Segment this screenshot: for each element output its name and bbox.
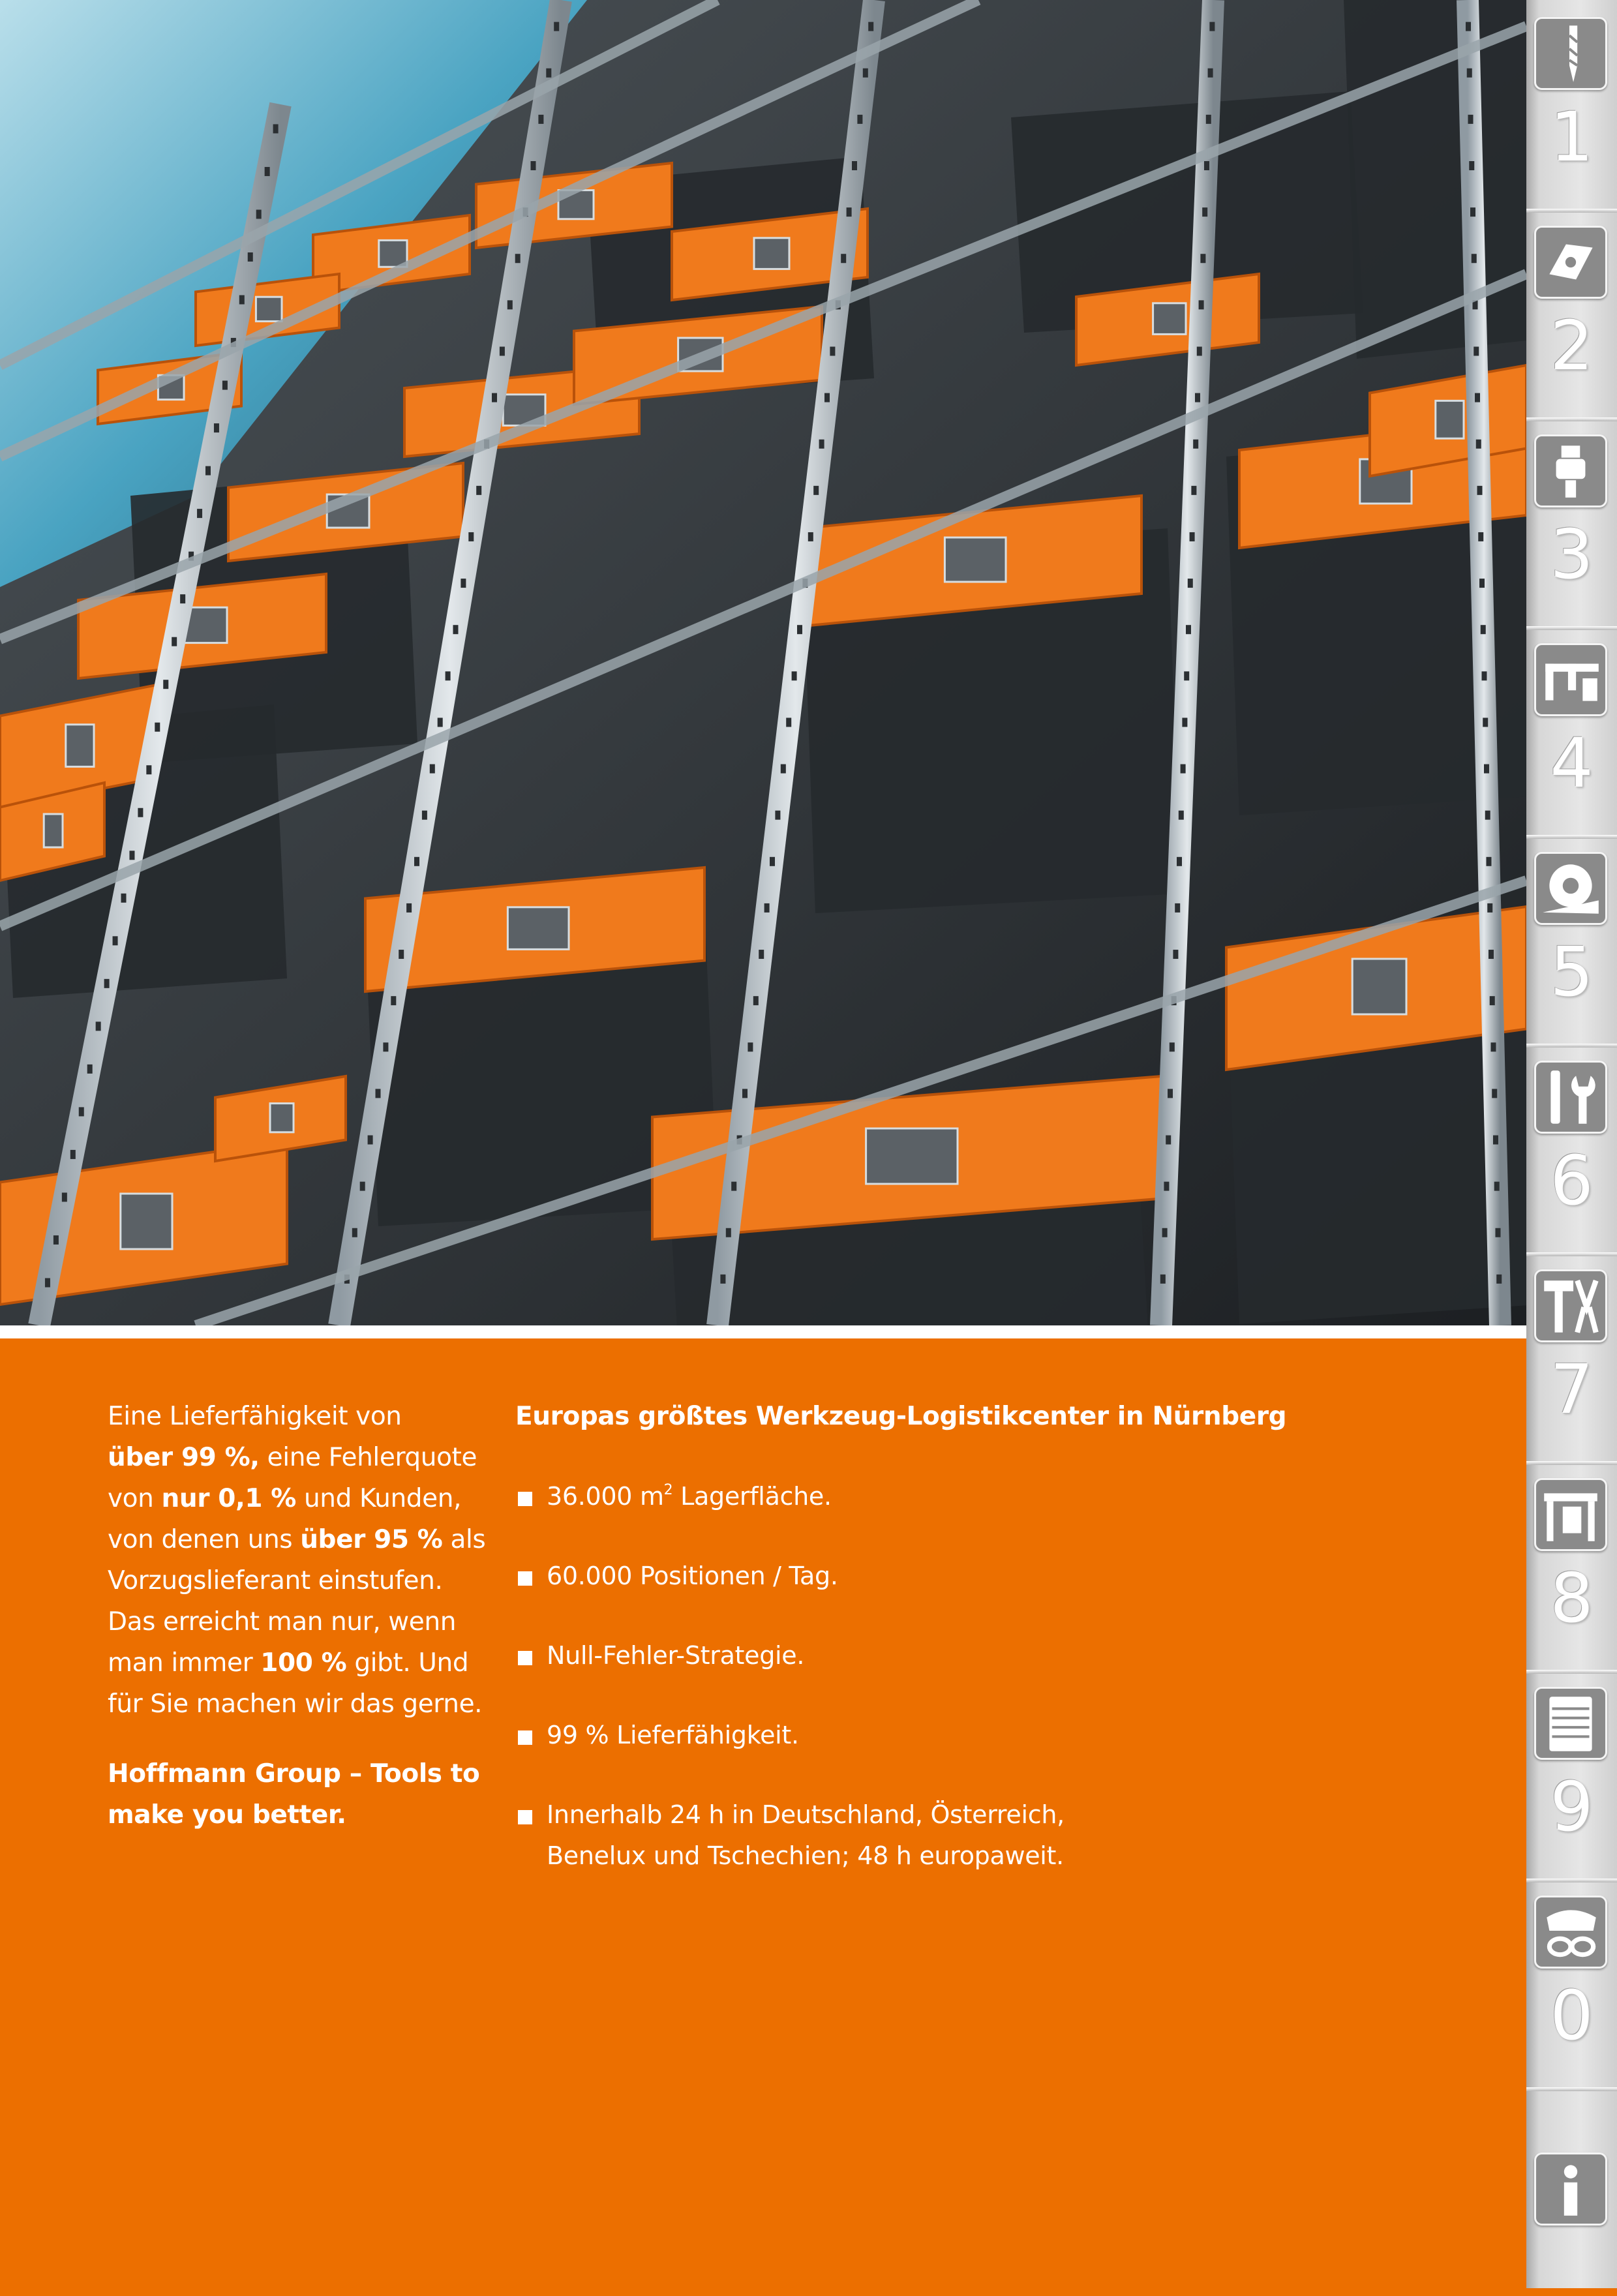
- tab-separator: [1526, 1252, 1617, 1256]
- upright-hole: [172, 637, 177, 646]
- tab-separator: [1526, 1879, 1617, 1882]
- safety-gear-icon: [1534, 1896, 1607, 1969]
- upright-hole: [841, 254, 846, 263]
- list-item-text: Innerhalb 24 h in Deutschland, Österreich,: [547, 1800, 1065, 1829]
- upright-hole: [368, 1136, 373, 1145]
- tagline-line: Hoffmann Group – Tools to: [108, 1759, 480, 1789]
- upright-hole: [1175, 903, 1180, 913]
- upright-hole: [1166, 1136, 1171, 1145]
- upright-hole: [554, 22, 559, 31]
- upright-hole: [406, 903, 412, 913]
- upright-hole: [453, 625, 459, 634]
- body-text: von: [108, 1484, 162, 1513]
- tab-number: 8: [1550, 1558, 1594, 1638]
- upright-hole: [1475, 393, 1480, 402]
- upright-hole: [214, 423, 219, 432]
- upright-hole: [446, 671, 451, 680]
- upright-hole: [492, 393, 497, 402]
- upright-hole: [731, 1182, 736, 1191]
- register-tab-1[interactable]: [1526, 0, 1617, 209]
- list-item-text: Lagerfläche.: [672, 1482, 832, 1511]
- body-text: gibt. Und: [346, 1648, 469, 1678]
- upright-hole: [461, 579, 466, 588]
- intro-line: [108, 1601, 486, 1642]
- upright-hole: [1182, 718, 1187, 727]
- upright-hole: [781, 764, 786, 774]
- upright-hole: [1204, 161, 1209, 170]
- upright-hole: [1489, 950, 1494, 959]
- upright-hole: [1484, 764, 1489, 774]
- tab-number: 3: [1550, 515, 1594, 594]
- register-tab-7[interactable]: [1526, 1252, 1617, 1461]
- upright-hole: [430, 764, 435, 774]
- workbench-icon: [1534, 1478, 1607, 1551]
- upright-hole: [96, 1021, 101, 1031]
- upright-hole: [830, 346, 835, 355]
- upright-hole: [1487, 903, 1492, 913]
- tab-number: 7: [1550, 1350, 1594, 1429]
- list-item-text: Benelux und Tschechien; 48 h europaweit.: [547, 1841, 1064, 1870]
- crate-label: [754, 238, 789, 269]
- crate-label: [66, 725, 94, 767]
- intro-line: [108, 1519, 486, 1560]
- upright-hole: [121, 894, 127, 903]
- drill-bit-icon: [1534, 17, 1607, 90]
- tab-separator: [1526, 835, 1617, 839]
- upright-hole: [792, 671, 797, 680]
- photo-divider: [0, 1325, 1526, 1338]
- upright-hole: [1179, 811, 1184, 820]
- list-item: [515, 1794, 1428, 1877]
- upright-hole: [1485, 811, 1490, 820]
- tab-number: 4: [1550, 723, 1594, 803]
- upright-hole: [1190, 532, 1195, 541]
- hammer-pliers-icon: [1534, 1269, 1607, 1342]
- upright-hole: [764, 903, 770, 913]
- crate-label: [256, 297, 282, 321]
- upright-hole: [352, 1228, 357, 1237]
- list-item: [515, 1715, 1428, 1756]
- screwdriver-wrench-icon: [1534, 1061, 1607, 1134]
- upright-hole: [748, 1042, 753, 1051]
- tab-separator: [1526, 626, 1617, 630]
- upright-hole: [70, 1150, 76, 1159]
- upright-hole: [197, 509, 202, 518]
- upright-hole: [1162, 1228, 1168, 1237]
- upright-hole: [1164, 1182, 1169, 1191]
- upright-hole: [819, 440, 824, 449]
- upright-hole: [775, 811, 780, 820]
- facts-list: [515, 1476, 1428, 1877]
- tab-number: 6: [1550, 1141, 1594, 1220]
- upright-hole: [720, 1275, 725, 1284]
- crate-label: [44, 814, 63, 847]
- upright-hole: [248, 252, 253, 262]
- tagline-line: make you better.: [108, 1800, 346, 1830]
- upright-hole: [205, 466, 211, 476]
- register-tab-4[interactable]: [1526, 626, 1617, 835]
- caliper-icon: [1534, 643, 1607, 716]
- upright-hole: [538, 115, 543, 124]
- body-text: man immer: [108, 1648, 261, 1678]
- upright-hole: [1206, 115, 1211, 124]
- body-text: Vorzugslieferant einstufen.: [108, 1566, 443, 1595]
- tool-holder-icon: [1534, 434, 1607, 507]
- crate-label: [1153, 303, 1186, 335]
- upright-hole: [1483, 718, 1488, 727]
- body-text: eine Fehlerquote: [259, 1443, 477, 1472]
- upright-hole: [1482, 671, 1487, 680]
- list-item: [515, 1635, 1428, 1676]
- body-text: Das erreicht man nur, wenn: [108, 1607, 457, 1637]
- cutting-insert-icon: [1534, 226, 1607, 299]
- upright-hole: [857, 115, 862, 124]
- register-tab-3[interactable]: [1526, 417, 1617, 626]
- list-item: [515, 1476, 1428, 1517]
- upright-hole: [852, 161, 857, 170]
- upright-hole: [87, 1065, 93, 1074]
- tab-number: 1: [1550, 97, 1594, 177]
- body-text: als: [442, 1525, 486, 1554]
- upright-hole: [1184, 671, 1189, 680]
- tab-number: 5: [1550, 932, 1594, 1012]
- crate-label: [121, 1194, 172, 1249]
- upright-hole: [1472, 254, 1477, 263]
- upright-hole: [468, 532, 474, 541]
- upright-hole: [113, 936, 118, 945]
- upright-hole: [770, 857, 775, 866]
- upright-hole: [847, 207, 852, 217]
- tab-separator: [1526, 209, 1617, 213]
- upright-hole: [863, 68, 868, 78]
- upright-hole: [753, 996, 759, 1005]
- intro-line: [108, 1684, 486, 1725]
- body-text: für Sie machen wir das gerne.: [108, 1689, 483, 1719]
- crate-label: [1436, 400, 1464, 438]
- upright-hole: [1202, 207, 1207, 217]
- upright-hole: [222, 381, 228, 390]
- list-item-text: 36.000 m: [547, 1482, 664, 1511]
- highlight-text: über 99 %,: [108, 1443, 260, 1472]
- superscript: 2: [663, 1482, 673, 1498]
- list-item-text: 99 % Lieferfähigkeit.: [547, 1721, 799, 1749]
- register-tabs: [1526, 0, 1617, 2288]
- intro-line: [108, 1478, 486, 1519]
- upright-hole: [1200, 254, 1205, 263]
- upright-hole: [1177, 857, 1182, 866]
- intro-line: [108, 1396, 486, 1437]
- upright-hole: [256, 209, 262, 219]
- upright-hole: [1494, 1182, 1500, 1191]
- tab-separator: [1526, 1670, 1617, 1674]
- square-bullet-icon: [518, 1651, 532, 1665]
- upright-hole: [438, 718, 443, 727]
- list-item: [515, 1556, 1428, 1597]
- highlight-text: über 95 %: [300, 1525, 443, 1554]
- upright-hole: [824, 393, 830, 402]
- storage-bin: [1344, 0, 1526, 359]
- upright-hole: [1197, 346, 1202, 355]
- upright-hole: [129, 851, 134, 860]
- upright-hole: [79, 1107, 84, 1116]
- upright-hole: [360, 1182, 365, 1191]
- register-tab-0[interactable]: [1526, 1879, 1617, 2087]
- upright-hole: [1193, 440, 1198, 449]
- upright-hole: [1188, 579, 1193, 588]
- upright-hole: [1496, 1228, 1501, 1237]
- upright-hole: [531, 161, 536, 170]
- info-icon: [1534, 2152, 1607, 2226]
- crate-label: [507, 907, 569, 950]
- body-text: und Kunden,: [295, 1484, 462, 1513]
- upright-hole: [1469, 161, 1474, 170]
- upright-hole: [180, 594, 185, 603]
- upright-hole: [1496, 1275, 1502, 1284]
- upright-hole: [1168, 1089, 1173, 1098]
- crate-label: [945, 537, 1006, 582]
- tool-cabinet-icon: [1534, 1687, 1607, 1760]
- crate-label: [866, 1128, 958, 1184]
- intro-line: [108, 1560, 486, 1601]
- facts-section: [515, 1396, 1428, 1877]
- upright-hole: [1473, 346, 1479, 355]
- square-bullet-icon: [518, 1492, 532, 1506]
- grinding-disc-icon: [1534, 852, 1607, 925]
- upright-hole: [391, 996, 396, 1005]
- upright-hole: [422, 811, 427, 820]
- register-tab-8[interactable]: [1526, 1461, 1617, 1670]
- upright-hole: [808, 532, 813, 541]
- content-panel: [0, 1338, 1526, 2288]
- upright-hole: [163, 680, 168, 689]
- upright-hole: [786, 718, 791, 727]
- upright-hole: [1490, 996, 1495, 1005]
- list-item-text: Null-Fehler-Strategie.: [547, 1641, 805, 1670]
- upright-hole: [546, 68, 551, 78]
- upright-hole: [515, 254, 521, 263]
- upright-hole: [1479, 579, 1485, 588]
- tagline: [108, 1753, 499, 1835]
- upright-hole: [813, 486, 819, 495]
- upright-hole: [1493, 1136, 1498, 1145]
- intro-line: [108, 1437, 486, 1478]
- register-tab-9[interactable]: [1526, 1670, 1617, 1879]
- tab-separator: [1526, 1044, 1617, 1048]
- upright-hole: [1477, 486, 1483, 495]
- tab-number: 9: [1550, 1767, 1594, 1847]
- upright-hole: [1199, 300, 1204, 309]
- register-tab-5[interactable]: [1526, 835, 1617, 1044]
- tab-separator: [1526, 1461, 1617, 1465]
- upright-hole: [1478, 532, 1483, 541]
- upright-hole: [1209, 22, 1215, 31]
- upright-hole: [62, 1192, 67, 1201]
- upright-hole: [1181, 764, 1186, 774]
- upright-hole: [759, 950, 764, 959]
- upright-hole: [1208, 68, 1213, 78]
- upright-hole: [1191, 486, 1196, 495]
- upright-hole: [376, 1089, 381, 1098]
- upright-hole: [797, 625, 802, 634]
- intro-text: [108, 1396, 486, 1725]
- upright-hole: [1186, 625, 1191, 634]
- tab-number: 0: [1550, 1976, 1594, 2055]
- upright-hole: [138, 808, 143, 817]
- upright-hole: [500, 346, 505, 355]
- upright-hole: [1173, 950, 1178, 959]
- upright-hole: [726, 1228, 731, 1237]
- square-bullet-icon: [518, 1810, 532, 1824]
- upright-hole: [1492, 1089, 1497, 1098]
- upright-hole: [476, 486, 481, 495]
- highlight-text: nur 0,1 %: [161, 1484, 296, 1513]
- upright-hole: [146, 765, 151, 774]
- upright-hole: [383, 1042, 388, 1051]
- square-bullet-icon: [518, 1730, 532, 1745]
- upright-hole: [1160, 1275, 1166, 1284]
- crate-label: [270, 1104, 294, 1132]
- register-tab-info[interactable]: [1526, 2087, 1617, 2296]
- upright-hole: [1466, 22, 1471, 31]
- upright-hole: [273, 124, 279, 133]
- upright-hole: [104, 979, 110, 988]
- upright-hole: [1491, 1042, 1496, 1051]
- upright-hole: [1195, 393, 1200, 402]
- upright-hole: [868, 22, 873, 31]
- upright-hole: [1170, 1042, 1175, 1051]
- upright-hole: [53, 1235, 59, 1245]
- body-text: von denen uns: [108, 1525, 301, 1554]
- tab-separator: [1526, 417, 1617, 421]
- upright-hole: [1470, 207, 1475, 217]
- facts-title: Europas größtes Werkzeug-Logistikcenter in Nürnberg: [515, 1402, 1287, 1431]
- upright-hole: [1481, 625, 1486, 634]
- upright-hole: [1467, 68, 1472, 78]
- tab-number: 2: [1550, 306, 1594, 385]
- upright-hole: [507, 300, 513, 309]
- upright-hole: [1487, 857, 1492, 866]
- upright-hole: [239, 295, 245, 305]
- highlight-text: 100 %: [260, 1648, 347, 1678]
- square-bullet-icon: [518, 1571, 532, 1586]
- body-text: Eine Lieferfähigkeit von: [108, 1402, 402, 1431]
- upright-hole: [45, 1278, 50, 1287]
- upright-hole: [1468, 115, 1473, 124]
- upright-hole: [742, 1089, 748, 1098]
- register-tab-6[interactable]: [1526, 1044, 1617, 1252]
- tab-separator: [1526, 2087, 1617, 2091]
- list-item-text: 60.000 Positionen / Tag.: [547, 1562, 838, 1590]
- register-tab-2[interactable]: [1526, 209, 1617, 417]
- upright-hole: [399, 950, 404, 959]
- upright-hole: [265, 167, 270, 176]
- upright-hole: [414, 857, 419, 866]
- intro-line: [108, 1642, 486, 1684]
- upright-hole: [155, 723, 160, 732]
- upright-hole: [1476, 440, 1481, 449]
- crate-label: [1352, 959, 1406, 1014]
